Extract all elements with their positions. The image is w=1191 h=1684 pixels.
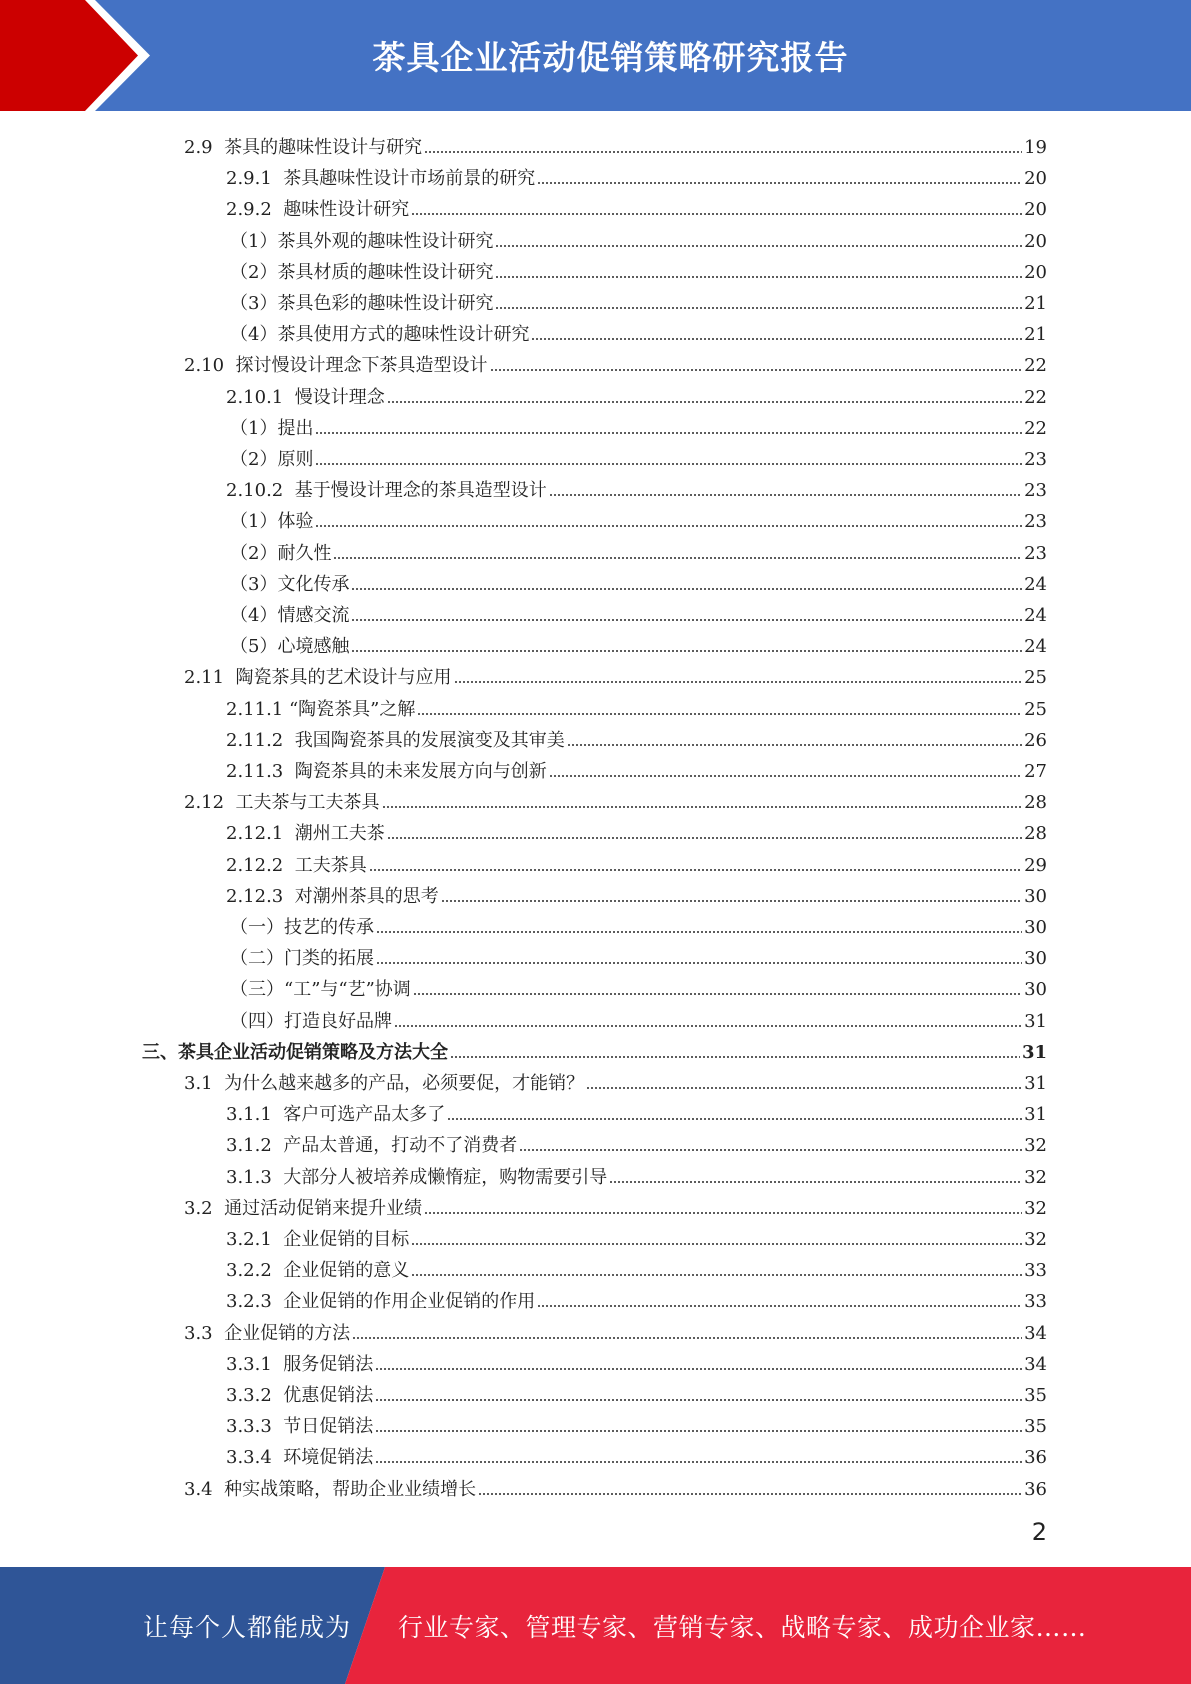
footer-slogan-right: 行业专家、管理专家、营销专家、战略专家、成功企业家……: [398, 1612, 1087, 1642]
toc-entry-label: 2.9.1 茶具趣味性设计市场前景的研究: [226, 168, 536, 190]
toc-entry[interactable]: [0, 409, 1047, 440]
toc-dot-leader: [495, 244, 1022, 248]
toc-entry-page: 22: [1024, 386, 1047, 408]
toc-entry-label: （2）茶具材质的趣味性设计研究: [230, 261, 494, 283]
toc-entry-label: 2.11 陶瓷茶具的艺术设计与应用: [184, 667, 452, 689]
toc-entry[interactable]: [0, 1314, 1047, 1345]
toc-entry[interactable]: [0, 814, 1047, 845]
toc-dot-leader: [411, 1242, 1022, 1246]
toc-entry[interactable]: [0, 627, 1047, 658]
toc-dot-leader: [375, 1429, 1022, 1433]
toc-dot-leader: [567, 743, 1022, 747]
toc-dot-leader: [413, 992, 1022, 996]
toc-entry-page: 25: [1024, 667, 1047, 689]
toc-entry-label: 3.3.4 环境促销法: [226, 1447, 374, 1469]
toc-dot-leader: [537, 1304, 1022, 1308]
page-number: 2: [1031, 1518, 1047, 1546]
toc-entry-page: 24: [1024, 573, 1047, 595]
toc-entry-page: 30: [1024, 885, 1047, 907]
toc-entry-label: （2）耐久性: [230, 542, 332, 564]
toc-entry[interactable]: [0, 1126, 1047, 1157]
toc-entry[interactable]: [0, 534, 1047, 565]
toc-dot-leader: [315, 462, 1022, 466]
toc-entry-label: （5）心境感触: [230, 636, 350, 658]
toc-entry-label: （1）提出: [230, 417, 314, 439]
toc-entry[interactable]: [0, 378, 1047, 409]
toc-entry-page: 32: [1024, 1135, 1047, 1157]
toc-entry[interactable]: [0, 690, 1047, 721]
toc-entry-label: 2.10 探讨慢设计理念下茶具造型设计: [184, 355, 488, 377]
toc-entry-label: 3.3 企业促销的方法: [184, 1322, 351, 1344]
toc-entry-page: 33: [1024, 1291, 1047, 1313]
toc-entry-label: 3.3.2 优惠促销法: [226, 1385, 374, 1406]
toc-dot-leader: [315, 524, 1022, 528]
toc-dot-leader: [394, 1024, 1022, 1028]
toc-entry[interactable]: [0, 1407, 1047, 1438]
toc-dot-leader: [376, 961, 1022, 965]
toc-entry-label: （1）茶具外观的趣味性设计研究: [230, 230, 494, 252]
toc-entry-page: 31: [1021, 1041, 1047, 1063]
toc-entry-page: 32: [1024, 1229, 1047, 1250]
toc-entry-label: 3.2.3 企业促销的作用企业促销的作用: [226, 1291, 536, 1313]
toc-entry-page: 24: [1024, 605, 1047, 626]
toc-dot-leader: [450, 1055, 1020, 1059]
toc-entry[interactable]: [0, 315, 1047, 346]
toc-entry-label: 2.11.3 陶瓷茶具的未来发展方向与创新: [226, 761, 547, 782]
toc-entry-label: （2）原则: [230, 449, 314, 470]
toc-entry-page: 30: [1024, 917, 1047, 938]
toc-entry[interactable]: [0, 1189, 1047, 1220]
toc-entry[interactable]: [0, 783, 1047, 814]
toc-dot-leader: [387, 400, 1022, 404]
toc-entry[interactable]: [0, 1033, 1047, 1064]
toc-dot-leader: [351, 618, 1022, 622]
toc-entry-page: 34: [1024, 1322, 1047, 1344]
toc-dot-leader: [411, 1273, 1022, 1277]
toc-dot-leader: [454, 680, 1023, 684]
toc-dot-leader: [351, 587, 1022, 591]
page-header: [0, 0, 1191, 111]
toc-entry-page: 23: [1024, 480, 1047, 502]
toc-entry[interactable]: [0, 1438, 1047, 1469]
toc-dot-leader: [333, 556, 1022, 560]
toc-entry[interactable]: [0, 1470, 1047, 1501]
toc-dot-leader: [549, 493, 1022, 497]
toc-entry-page: 29: [1024, 854, 1047, 876]
toc-entry-label: （4）茶具使用方式的趣味性设计研究: [230, 324, 530, 346]
footer-slogan-left: 让每个人都能成为: [143, 1612, 352, 1642]
toc-dot-leader: [411, 212, 1022, 216]
toc-entry[interactable]: [0, 1251, 1047, 1282]
toc-entry[interactable]: [0, 284, 1047, 315]
toc-dot-leader: [375, 1367, 1022, 1371]
toc-dot-leader: [478, 1492, 1022, 1496]
toc-dot-leader: [586, 1086, 1022, 1090]
toc-entry[interactable]: [0, 253, 1047, 284]
toc-entry-page: 22: [1024, 355, 1047, 377]
toc-entry-page: 23: [1024, 511, 1047, 533]
toc-dot-leader: [519, 1148, 1022, 1152]
toc-entry-label: 3.1.2 产品太普通，打动不了消费者: [226, 1135, 518, 1157]
toc-entry-label: 2.9.2 趣味性设计研究: [226, 199, 410, 221]
toc-entry[interactable]: [0, 752, 1047, 783]
toc-entry-page: 31: [1024, 1104, 1047, 1126]
toc-entry-page: 21: [1024, 293, 1047, 314]
toc-entry[interactable]: [0, 846, 1047, 877]
toc-dot-leader: [369, 868, 1022, 872]
toc-entry-label: （4）情感交流: [230, 605, 350, 626]
toc-entry[interactable]: [0, 658, 1047, 689]
toc-entry-page: 24: [1024, 636, 1047, 658]
toc-dot-leader: [441, 899, 1022, 903]
toc-entry-page: 31: [1024, 1073, 1047, 1094]
toc-entry[interactable]: [0, 877, 1047, 908]
toc-entry-page: 30: [1024, 948, 1047, 970]
toc-entry-label: 三、茶具企业活动促销策略及方法大全: [142, 1041, 448, 1063]
toc-entry[interactable]: [0, 471, 1047, 502]
toc-entry[interactable]: [0, 721, 1047, 752]
toc-entry-label: 2.12.1 潮州工夫茶: [226, 823, 385, 845]
toc-entry-label: （1）体验: [230, 511, 314, 533]
toc-entry-label: （四）打造良好品牌: [230, 1010, 392, 1032]
toc-entry-label: 3.2.1 企业促销的目标: [226, 1229, 410, 1250]
toc-entry-label: 2.10.1 慢设计理念: [226, 386, 385, 408]
toc-entry[interactable]: [0, 596, 1047, 627]
toc-entry-page: 25: [1024, 698, 1047, 720]
toc-dot-leader: [387, 836, 1022, 840]
toc-entry-page: 20: [1024, 168, 1047, 190]
toc-entry-page: 22: [1024, 417, 1047, 439]
toc-dot-leader: [351, 649, 1022, 653]
toc-entry[interactable]: [0, 565, 1047, 596]
toc-dot-leader: [424, 150, 1022, 154]
toc-entry-page: 20: [1024, 261, 1047, 283]
toc-entry[interactable]: [0, 1095, 1047, 1126]
toc-entry[interactable]: [0, 502, 1047, 533]
toc-entry-page: 35: [1024, 1416, 1047, 1438]
toc-entry-page: 27: [1024, 761, 1047, 782]
toc-dot-leader: [315, 431, 1022, 435]
toc-entry-page: 32: [1024, 1166, 1047, 1188]
toc-entry-label: 2.12.2 工夫茶具: [226, 854, 367, 876]
toc-entry-label: （三）“工”与“艺”协调: [230, 979, 411, 1001]
toc-entry-page: 36: [1024, 1478, 1047, 1500]
toc-entry[interactable]: [0, 1064, 1047, 1095]
toc-entry[interactable]: [0, 1220, 1047, 1251]
toc-entry-label: 3.1 为什么越来越多的产品，必须要促，才能销？: [184, 1073, 585, 1094]
toc-entry[interactable]: [0, 970, 1047, 1001]
toc-entry[interactable]: [0, 1158, 1047, 1189]
toc-dot-leader: [424, 1211, 1022, 1215]
toc-entry-page: 34: [1024, 1353, 1047, 1375]
toc-dot-leader: [531, 337, 1022, 341]
toc-entry-page: 20: [1024, 230, 1047, 252]
toc-entry[interactable]: [0, 908, 1047, 939]
toc-dot-leader: [376, 930, 1022, 934]
toc-dot-leader: [609, 1180, 1022, 1184]
toc-dot-leader: [495, 275, 1022, 279]
document-title: 茶具企业活动促销策略研究报告: [372, 38, 849, 77]
toc-entry-page: 28: [1024, 823, 1047, 845]
toc-entry-label: 2.10.2 基于慢设计理念的茶具造型设计: [226, 480, 547, 502]
toc-entry-page: 30: [1024, 979, 1047, 1001]
toc-entry[interactable]: [0, 159, 1047, 190]
toc-entry-label: 2.11.1 “陶瓷茶具”之解: [226, 698, 416, 720]
toc-entry-label: （3）茶具色彩的趣味性设计研究: [230, 293, 494, 314]
toc-entry-label: 2.11.2 我国陶瓷茶具的发展演变及其审美: [226, 729, 565, 751]
toc-dot-leader: [495, 306, 1022, 310]
toc-entry-page: 33: [1024, 1260, 1047, 1282]
toc-dot-leader: [549, 774, 1022, 778]
toc-entry-label: （二）门类的拓展: [230, 948, 374, 970]
toc-entry-label: 3.3.1 服务促销法: [226, 1353, 374, 1375]
toc-entry-label: 2.9 茶具的趣味性设计与研究: [184, 137, 423, 158]
toc-entry-page: 31: [1024, 1010, 1047, 1032]
toc-entry-page: 21: [1024, 324, 1047, 346]
toc-dot-leader: [352, 1336, 1022, 1340]
toc-entry-page: 23: [1024, 449, 1047, 470]
toc-entry-label: 2.12.3 对潮州茶具的思考: [226, 885, 439, 907]
toc-dot-leader: [417, 712, 1022, 716]
toc-entry[interactable]: [0, 128, 1047, 159]
toc-entry-label: 3.1.3 大部分人被培养成懒惰症，购物需要引导: [226, 1166, 608, 1188]
toc-entry-page: 26: [1024, 729, 1047, 751]
toc-dot-leader: [537, 181, 1022, 185]
toc-entry[interactable]: [0, 1345, 1047, 1376]
toc-entry-page: 36: [1024, 1447, 1047, 1469]
toc-entry-label: 3.3.3 节日促销法: [226, 1416, 374, 1438]
toc-entry[interactable]: [0, 440, 1047, 471]
toc-entry-label: 3.2.2 企业促销的意义: [226, 1260, 410, 1282]
toc-entry-label: （3）文化传承: [230, 573, 350, 595]
toc-entry[interactable]: [0, 222, 1047, 253]
toc-entry-page: 28: [1024, 792, 1047, 814]
toc-entry-page: 23: [1024, 542, 1047, 564]
toc-entry[interactable]: [0, 939, 1047, 970]
toc-entry-label: 3.1.1 客户可选产品太多了: [226, 1104, 446, 1126]
page-footer: [0, 1567, 1191, 1684]
toc-entry-page: 19: [1024, 137, 1047, 158]
toc-entry-label: 3.2 通过活动促销来提升业绩: [184, 1197, 423, 1219]
toc-dot-leader: [490, 368, 1023, 372]
toc-entry[interactable]: [0, 190, 1047, 221]
toc-entry[interactable]: [0, 346, 1047, 377]
toc-entry-page: 32: [1024, 1197, 1047, 1219]
toc-dot-leader: [375, 1398, 1022, 1402]
toc-entry-page: 20: [1024, 199, 1047, 221]
toc-entry[interactable]: [0, 1376, 1047, 1407]
toc-dot-leader: [447, 1117, 1022, 1121]
toc-dot-leader: [375, 1460, 1022, 1464]
toc-entry-label: （一）技艺的传承: [230, 917, 374, 938]
toc-entry-label: 3.4 种实战策略，帮助企业业绩增长: [184, 1478, 477, 1500]
toc-entry[interactable]: [0, 1282, 1047, 1313]
toc-entry[interactable]: [0, 1002, 1047, 1033]
toc-entry-label: 2.12 工夫茶与工夫茶具: [184, 792, 380, 814]
toc-dot-leader: [382, 805, 1023, 809]
toc-entry-page: 35: [1024, 1385, 1047, 1406]
